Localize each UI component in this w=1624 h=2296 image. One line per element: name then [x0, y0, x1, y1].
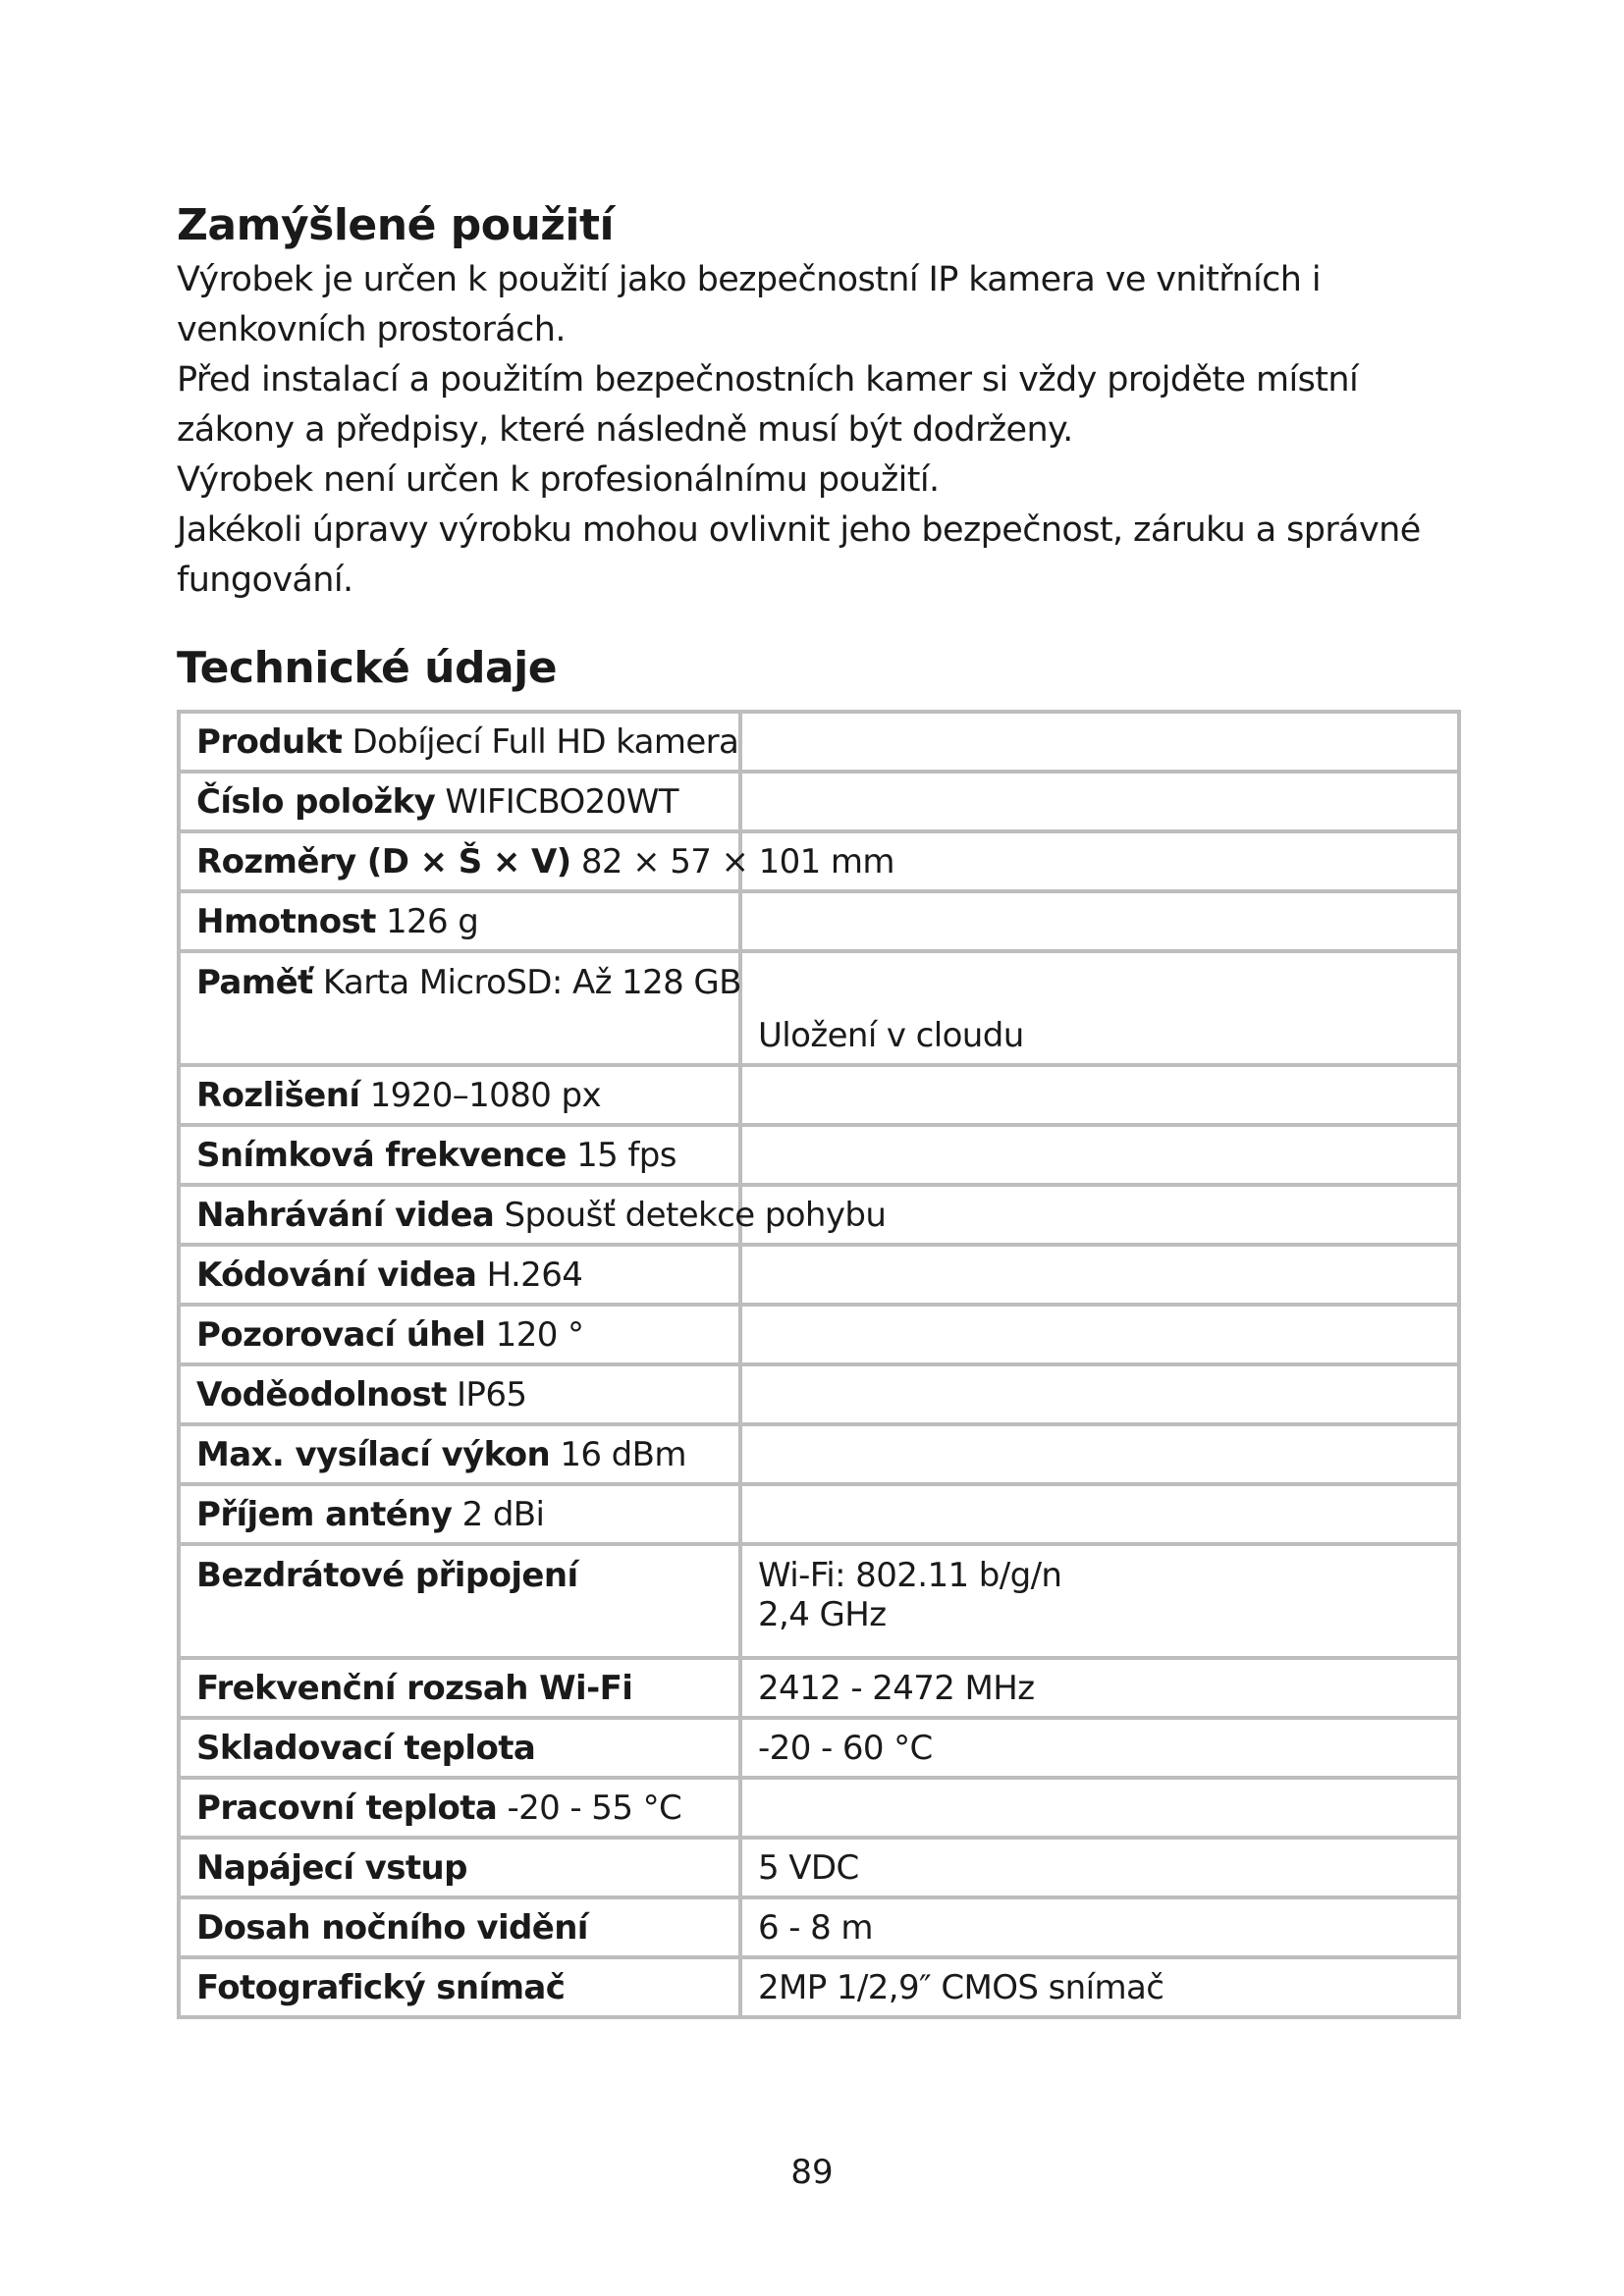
table-row [179, 1897, 1459, 1957]
spec-label-cell [179, 1718, 740, 1778]
spec-right-cell [740, 1544, 1459, 1658]
spec-label: Nahrávání videa [196, 1195, 495, 1235]
spec-value: Spoušť detekce pohybu [504, 1195, 887, 1235]
intended-use-heading: Zamýšlené použití [177, 200, 615, 250]
spec-right-cell [740, 1484, 1459, 1544]
spec-label-cell [179, 1364, 740, 1424]
spec-value: 82 × 57 × 101 mm [580, 841, 894, 881]
spec-label: Voděodolnost [196, 1374, 447, 1415]
spec-label-cell [179, 1484, 740, 1544]
spec-label-cell [179, 831, 894, 891]
spec-right-cell [740, 1838, 1459, 1897]
spec-value: 15 fps [576, 1135, 677, 1175]
table-row [179, 831, 1459, 891]
spec-value: Karta MicroSD: Až 128 GB [322, 963, 741, 1002]
spec-right-value: 6 - 8 m [758, 1907, 873, 1948]
spec-label-cell [179, 1957, 740, 2017]
spec-right-cell [740, 891, 1459, 951]
spec-value: H.264 [486, 1255, 583, 1295]
spec-value: 1920–1080 px [369, 1075, 601, 1115]
table-row [179, 1718, 1459, 1778]
spec-label: Napájecí vstup [196, 1847, 467, 1888]
spec-right-value-line2: 2,4 GHz [758, 1595, 887, 1634]
spec-value: IP65 [457, 1374, 527, 1415]
document-page [177, 196, 1463, 2019]
spec-label: Bezdrátové připojení [196, 1556, 578, 1595]
spec-value: WIFICBO20WT [445, 781, 678, 822]
intended-use-paragraph: Výrobek není určen k profesionálnímu použití. [177, 460, 940, 500]
spec-label-cell [179, 772, 740, 831]
spec-right-cell [740, 1125, 1459, 1185]
table-row [179, 1305, 1459, 1364]
spec-right-cell [740, 1424, 1459, 1484]
intended-use-paragraph: Před instalací a použitím bezpečnostních kamer si vždy projděte místní zákony a předpisy, které následně musí být dodrženy. [177, 360, 1359, 450]
spec-right-cell [740, 1957, 1459, 2017]
spec-right-cell [740, 1658, 1459, 1718]
spec-value: 126 g [385, 901, 479, 941]
spec-label: Frekvenční rozsah Wi-Fi [196, 1668, 633, 1708]
spec-right-cell [740, 1718, 1459, 1778]
intended-use-paragraph: Výrobek je určen k použití jako bezpečnostní IP kamera ve vnitřních i venkovních prostorách. [177, 260, 1321, 349]
spec-right-cell [740, 1245, 1459, 1305]
spec-label-cell [179, 891, 740, 951]
table-row [179, 1065, 1459, 1125]
spec-label-cell [179, 1065, 740, 1125]
table-row [179, 1838, 1459, 1897]
spec-right-cell [740, 1364, 1459, 1424]
tech-specs-table [177, 710, 1461, 2019]
spec-value: -20 - 55 °C [507, 1788, 682, 1828]
spec-label: Pozorovací úhel [196, 1314, 486, 1355]
spec-label: Hmotnost [196, 901, 376, 941]
spec-right-value: Wi-Fi: 802.11 b/g/n [758, 1556, 1062, 1595]
spec-value: Dobíjecí Full HD kamera [352, 721, 739, 762]
spec-label: Fotografický snímač [196, 1967, 566, 2007]
spec-label-cell [179, 1185, 887, 1245]
spec-value: 120 ° [495, 1314, 584, 1355]
spec-label-cell [179, 1897, 740, 1957]
table-row [179, 1245, 1459, 1305]
spec-label-cell [179, 712, 740, 772]
spec-right-cell [740, 1305, 1459, 1364]
spec-value: 16 dBm [560, 1434, 686, 1474]
spec-label: Max. vysílací výkon [196, 1434, 551, 1474]
spec-right-value: 2412 - 2472 MHz [758, 1668, 1035, 1708]
spec-right-cell [740, 951, 1459, 1065]
table-row [179, 1778, 1459, 1838]
spec-label: Číslo položky [196, 781, 436, 822]
spec-label: Pracovní teplota [196, 1788, 498, 1828]
page-number: 89 [790, 2153, 834, 2192]
spec-label-cell [179, 1658, 740, 1718]
table-row [179, 1125, 1459, 1185]
spec-label-cell [179, 1305, 740, 1364]
intended-use-text [177, 255, 1463, 606]
spec-label: Skladovací teplota [196, 1728, 536, 1768]
spec-label-cell [179, 951, 740, 1065]
spec-label: Rozměry (D × Š × V) [196, 841, 571, 881]
table-row [179, 1185, 1459, 1245]
spec-right-cell [740, 1897, 1459, 1957]
table-row [179, 1484, 1459, 1544]
table-row [179, 951, 1459, 1065]
table-row [179, 1364, 1459, 1424]
spec-right-value: Uložení v cloudu [758, 1016, 1024, 1055]
spec-label: Příjem antény [196, 1494, 453, 1534]
spec-label: Produkt [196, 721, 343, 762]
spec-label-cell [179, 1544, 740, 1658]
spec-label: Dosah nočního vidění [196, 1907, 588, 1948]
tech-specs-section [177, 639, 1463, 2019]
intended-use-paragraph: Jakékoli úpravy výrobku mohou ovlivnit jeho bezpečnost, záruku a správné fungování. [177, 510, 1421, 600]
spec-label-cell [179, 1125, 740, 1185]
spec-value: 2 dBi [461, 1494, 545, 1534]
spec-right-cell [740, 772, 1459, 831]
spec-right-value: -20 - 60 °C [758, 1728, 933, 1768]
table-row [179, 712, 1459, 772]
table-row [179, 772, 1459, 831]
table-row [179, 1658, 1459, 1718]
spec-label-cell [179, 1245, 740, 1305]
tech-specs-heading: Technické údaje [177, 643, 558, 693]
spec-label: Kódování videa [196, 1255, 477, 1295]
spec-right-value: 2MP 1/2,9″ CMOS snímač [758, 1967, 1164, 2007]
spec-label: Paměť [196, 963, 313, 1002]
table-row [179, 1544, 1459, 1658]
spec-right-cell [740, 1778, 1459, 1838]
spec-right-cell [740, 712, 1459, 772]
spec-right-cell [740, 1065, 1459, 1125]
spec-right-value: 5 VDC [758, 1847, 859, 1888]
table-row [179, 1424, 1459, 1484]
spec-label-cell [179, 1424, 740, 1484]
spec-label-cell [179, 1838, 740, 1897]
spec-label: Rozlišení [196, 1075, 360, 1115]
spec-label-cell [179, 1778, 740, 1838]
table-row [179, 1957, 1459, 2017]
table-row [179, 891, 1459, 951]
spec-label: Snímková frekvence [196, 1135, 567, 1175]
